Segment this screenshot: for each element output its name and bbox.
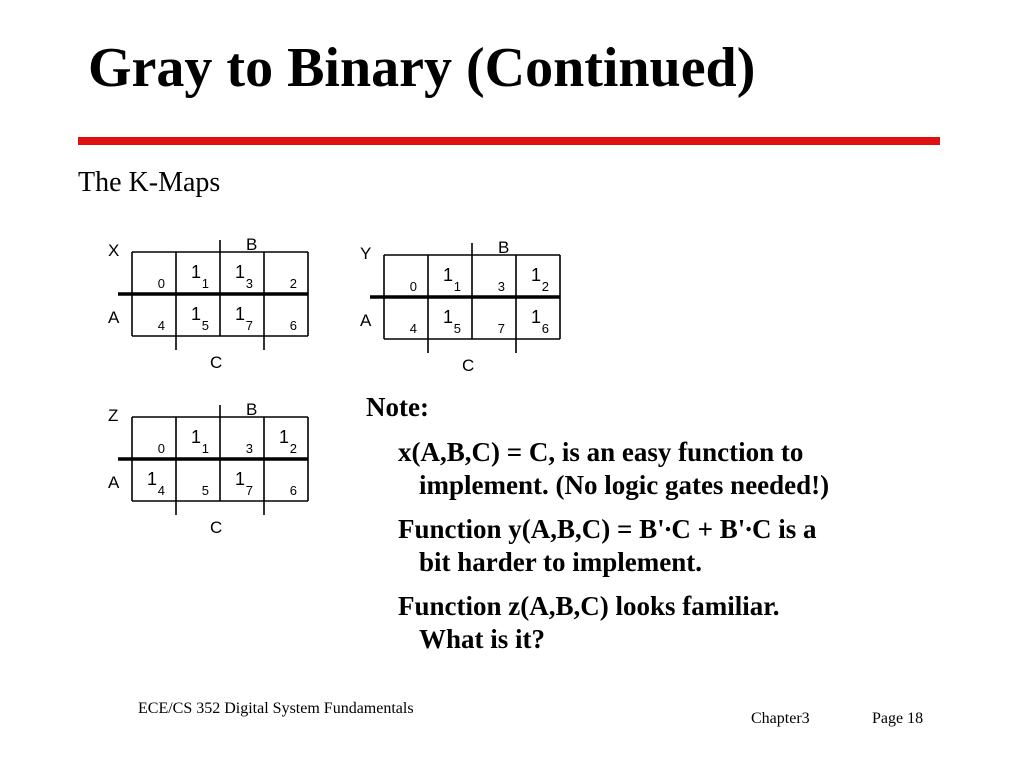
- note-item: [398, 436, 1006, 502]
- footer-course: ECE/CS 352 Digital System Fundamentals: [138, 700, 414, 717]
- kmap-cell-index: 3: [497, 279, 505, 294]
- note-item-line: x(A,B,C) = C, is an easy function to: [398, 437, 804, 467]
- slide-title: Gray to Binary (Continued): [88, 37, 756, 99]
- kmap-var-label-c: C: [462, 356, 475, 375]
- kmap-var-label-b: B: [246, 235, 258, 254]
- kmap-cell-index: 3: [245, 441, 253, 456]
- kmap-cell-index: 0: [157, 441, 165, 456]
- kmap-cell-index: 7: [497, 321, 505, 336]
- kmap-y: [352, 235, 582, 395]
- kmap-cell-index: 6: [289, 318, 297, 333]
- kmap-cell-index: 2: [289, 276, 297, 291]
- footer-page: Page 18: [872, 710, 924, 727]
- kmap-cell-index: 6: [289, 483, 297, 498]
- kmap-cell-index: 7: [245, 483, 253, 498]
- kmap-cell-value: 1: [442, 265, 453, 285]
- footer-chapter: Chapter3: [751, 710, 810, 727]
- kmap-cell-value: 1: [234, 262, 245, 282]
- kmap-var-label-a: A: [108, 473, 120, 492]
- kmap-cell-value: 1: [234, 304, 245, 324]
- title-underline: [78, 137, 940, 145]
- kmap-var-label-b: B: [498, 238, 510, 257]
- note-item-line: What is it?: [419, 624, 546, 654]
- kmap-function-label: X: [108, 241, 120, 260]
- kmap-cell-index: 3: [245, 276, 253, 291]
- kmap-cell-index: 4: [409, 321, 417, 336]
- kmap-cell-index: 5: [201, 483, 209, 498]
- kmap-cell-index: 2: [541, 279, 549, 294]
- kmap-cell-value: 1: [442, 307, 453, 327]
- kmap-cell-index: 0: [409, 279, 417, 294]
- kmap-var-label-c: C: [210, 353, 223, 372]
- kmap-var-label-a: A: [108, 308, 120, 327]
- kmap-cell-index: 5: [453, 321, 461, 336]
- note-item-line: bit harder to implement.: [419, 547, 702, 577]
- note-item-line: Function y(A,B,C) = B'∙C + B'∙C is a: [398, 514, 817, 544]
- kmap-cell-value: 1: [190, 304, 201, 324]
- kmap-cell-value: 1: [146, 469, 157, 489]
- kmap-cell-index: 1: [201, 276, 209, 291]
- kmap-var-label-b: B: [246, 400, 258, 419]
- kmap-function-label: Z: [108, 406, 119, 425]
- note-block: [366, 390, 1006, 667]
- kmap-cell-index: 0: [157, 276, 165, 291]
- kmap-cell-index: 7: [245, 318, 253, 333]
- kmap-cell-value: 1: [530, 307, 541, 327]
- slide-subtitle: The K-Maps: [78, 167, 221, 198]
- kmap-cell-index: 6: [541, 321, 549, 336]
- kmap-cell-index: 5: [201, 318, 209, 333]
- kmap-cell-index: 2: [289, 441, 297, 456]
- note-item-line: Function z(A,B,C) looks familiar.: [398, 591, 780, 621]
- kmap-var-label-c: C: [210, 518, 223, 537]
- kmap-cell-index: 1: [453, 279, 461, 294]
- kmap-function-label: Y: [360, 244, 372, 263]
- kmap-cell-value: 1: [190, 262, 201, 282]
- note-item-line: implement. (No logic gates needed!): [419, 470, 830, 500]
- kmap-var-label-a: A: [360, 311, 372, 330]
- kmap-cell-value: 1: [234, 469, 245, 489]
- kmap-cell-index: 1: [201, 441, 209, 456]
- kmap-x: [100, 232, 330, 392]
- kmap-cell-value: 1: [278, 427, 289, 447]
- kmap-cell-value: 1: [530, 265, 541, 285]
- kmap-z: [100, 397, 330, 557]
- note-item: [398, 590, 1006, 656]
- kmap-cell-value: 1: [190, 427, 201, 447]
- note-heading: Note:: [366, 392, 429, 422]
- kmap-cell-index: 4: [157, 483, 165, 498]
- note-item: [398, 513, 1006, 579]
- kmap-cell-index: 4: [157, 318, 165, 333]
